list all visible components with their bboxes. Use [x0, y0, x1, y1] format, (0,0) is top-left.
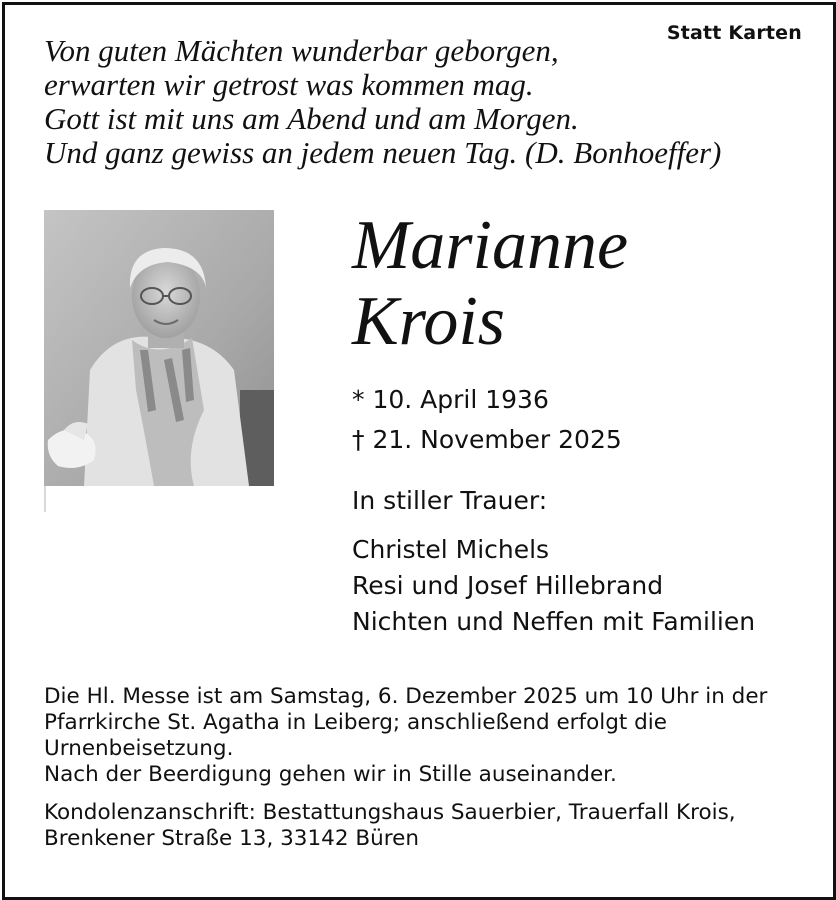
mass-info: Die Hl. Messe ist am Samstag, 6. Dezember 2025 um 10 Uhr in der Pfarrkirche St. Agatha in Leiberg; anschließend erfolgt die Urnenbeisetzung. [44, 684, 768, 761]
first-name: Marianne [352, 207, 629, 284]
deceased-name [352, 208, 628, 360]
death-date: † 21. November 2025 [352, 425, 622, 454]
poem-line: Gott ist mit uns am Abend und am Morgen. [44, 101, 579, 136]
poem-line: Von guten Mächten wunderbar geborgen, [44, 33, 559, 68]
mourner-name: Resi und Josef Hillebrand [352, 571, 664, 600]
birth-date: * 10. April 1936 [352, 385, 549, 414]
service-information [44, 684, 804, 852]
mourning-intro: In stiller Trauer: [352, 486, 548, 515]
poem-line: Und ganz gewiss an jedem neuen Tag. (D. Bonhoeffer) [44, 135, 722, 170]
life-dates [352, 380, 622, 460]
mourners-list [352, 532, 755, 640]
mourner-name: Nichten und Neffen mit Familien [352, 607, 756, 636]
mourner-name: Christel Michels [352, 535, 550, 564]
statt-karten-note: Statt Karten [666, 22, 802, 44]
condolence-line: Kondolenzanschrift: Bestattungshaus Sauerbier, Trauerfall Krois, [44, 800, 736, 825]
after-burial-note: Nach der Beerdigung gehen wir in Stille auseinander. [44, 762, 617, 787]
last-name: Krois [352, 283, 506, 360]
poem-quote [44, 34, 721, 170]
condolence-address: Brenkener Straße 13, 33142 Büren [44, 826, 419, 851]
photo-edge-line [44, 486, 46, 512]
poem-line: erwarten wir getrost was kommen mag. [44, 67, 534, 102]
portrait-photo [44, 210, 274, 486]
